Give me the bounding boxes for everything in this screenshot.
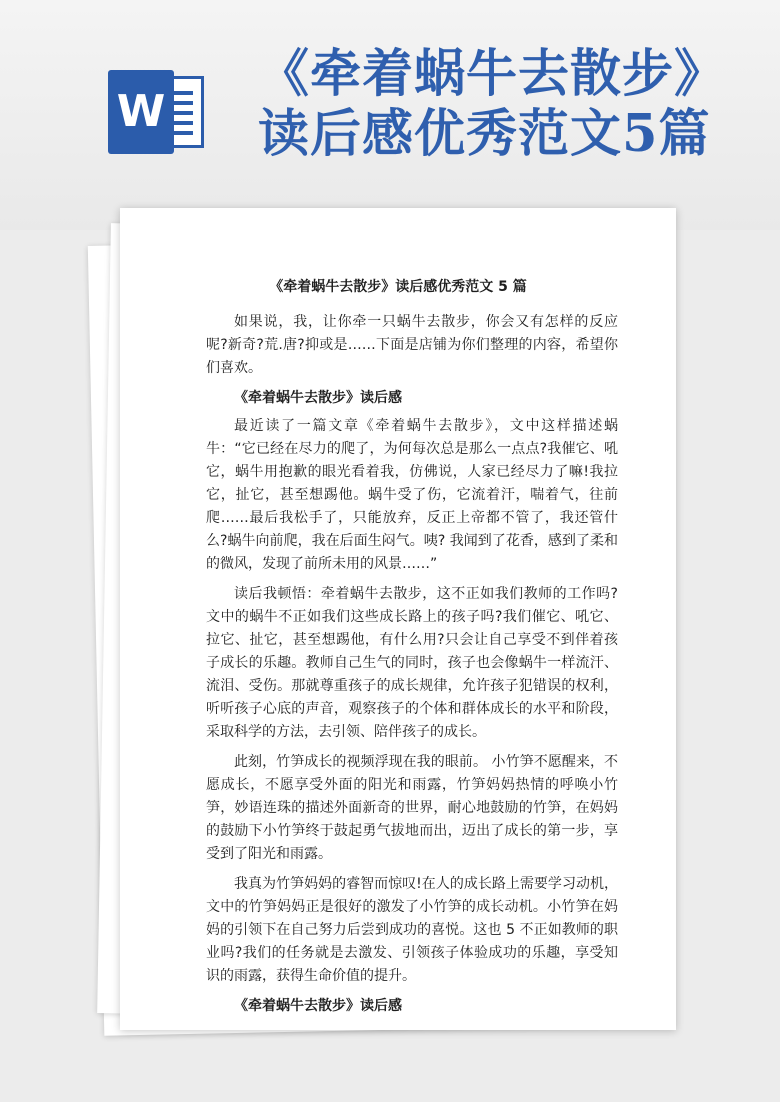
body-paragraph: 我真为竹笋妈妈的睿智而惊叹!在人的成长路上需要学习动机，文中的竹笋妈妈正是很好的激发了小竹笋的成长动机。小竹笋在妈妈的引领下在自己努力后尝到成功的喜悦。这也 5 不正如教师的职业吗?我们的任务就是去激发、引领孩子体验成功的乐趣，享受知识的雨露，获得生命价值的提升。 xyxy=(206,876,618,984)
word-document-icon xyxy=(108,70,210,154)
body-paragraph: 最近读了一篇文章《牵着蜗牛去散步》，文中这样描述蜗牛：“它已经在尽力的爬了，为何每次总是那么一点点?我催它、吼它，蜗牛用抱歉的眼光看着我，仿佛说，人家已经尽力了嘛!我拉它，扯它，甚至想踢他。蜗牛受了伤，它流着汗，喘着气，往前爬……最后我松手了，只能放弃，反正上帝都不管了，我还管什么?蜗牛向前爬，我在后面生闷气。咦? 我闻到了花香，感到了柔和的微风，发现了前所未用的风景……” xyxy=(206,418,618,572)
document-title: 《牵着蜗牛去散步》读后感优秀范文 5 篇 xyxy=(269,279,527,295)
section-heading: 《牵着蜗牛去散步》读后感 xyxy=(234,390,402,406)
document-body xyxy=(206,311,618,1023)
body-paragraph: 读后我顿悟：牵着蜗牛去散步，这不正如我们教师的工作吗?文中的蜗牛不正如我们这些成长路上的孩子吗?我们催它、吼它、拉它、扯它，甚至想踢他，有什么用?只会让自己享受不到伴着孩子成长的乐趣。教师自己生气的同时，孩子也会像蜗牛一样流汗、流泪、受伤。那就尊重孩子的成长规律，允许孩子犯错误的权利，听听孩子心底的声音，观察孩子的个体和群体成长的水平和阶段，采取科学的方法，去引领、陪伴孩子的成长。 xyxy=(206,586,618,740)
page-title: 《牵着蜗牛去散步》读后感优秀范文5篇 xyxy=(258,44,727,164)
section-heading: 《牵着蜗牛去散步》读后感 xyxy=(234,998,402,1014)
word-logo-letter: W xyxy=(108,70,174,154)
intro-paragraph: 如果说，我，让你牵一只蜗牛去散步，你会又有怎样的反应呢?新奇?荒.唐?抑或是……下面是店铺为你们整理的内容，希望你们喜欢。 xyxy=(206,314,618,376)
document-page xyxy=(120,208,676,1030)
body-paragraph: 此刻，竹笋成长的视频浮现在我的眼前。 小竹笋不愿醒来，不愿成长，不愿享受外面的阳光和雨露，竹笋妈妈热情的呼唤小竹笋，妙语连珠的描述外面新奇的世界，耐心地鼓励的竹笋，在妈妈的鼓励下小竹笋终于鼓起勇气拔地而出，迈出了成长的第一步，享受到了阳光和雨露。 xyxy=(206,754,618,862)
